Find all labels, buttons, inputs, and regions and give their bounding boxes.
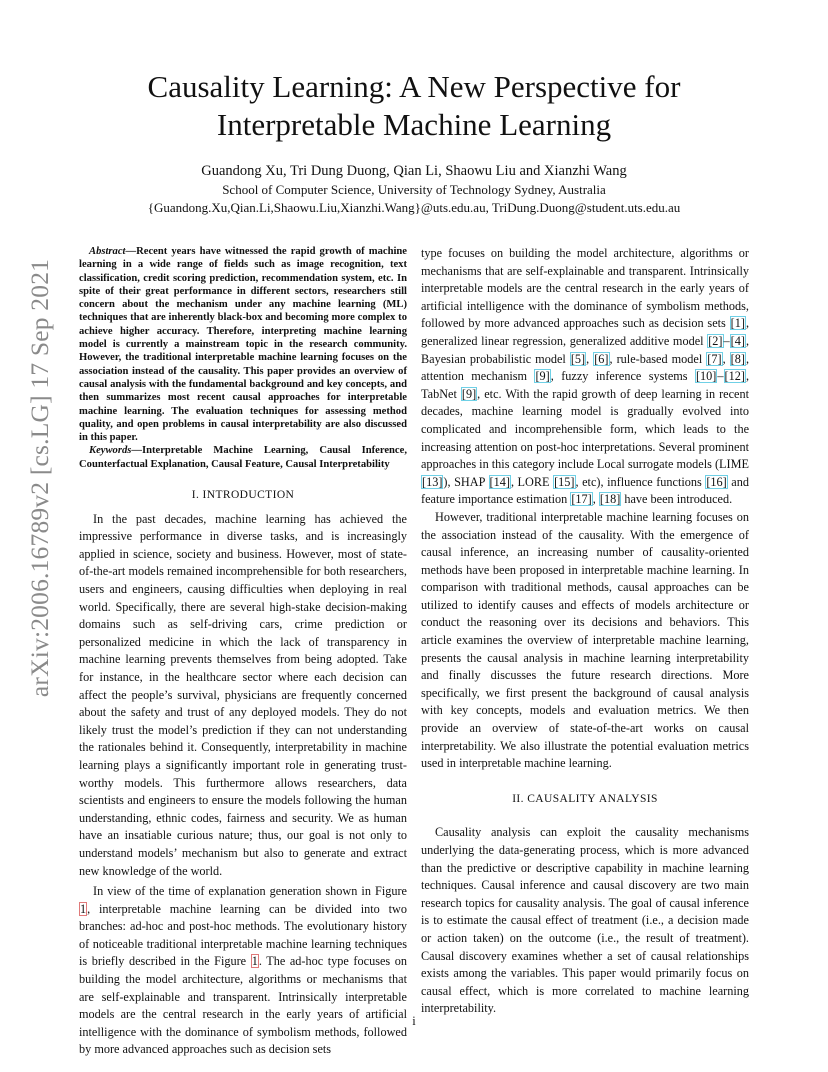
page-number: i [412, 1014, 416, 1028]
section-title-rest-2: NALYSIS [607, 792, 658, 805]
keywords-text: —Interpretable Machine Learning, Causal Inference, Counterfactual Explanation, Causal Feature, Causal Interpretability [79, 445, 407, 470]
paper-title-line-2: Interpretable Machine Learning [216, 107, 612, 142]
section-title-rest: AUSALITY [535, 792, 599, 805]
intro-paragraph-3: However, traditional interpretable machine learning focuses on the association instead of the causality. With the emergence of causal inference, an increasing number of causality-oriented methods have been proposed in interpretable machine learning. In comparison with traditional methods, causal approaches can be utilized to identify causes and effects of models architecture or conduct the reasoning over its decisions and behaviors. This article examines the overview of interpretable machine learning, presents the causal analysis in machine learning interpretability and finally discusses the future research directions. More specifically, we first present the background of causal analysis with key concepts, models and evaluation metrics. We then provide an overview of state-of-the-art works on causal interpretability. We also illustrate the potential evaluation metrics used in interpretable machine learning. [421, 509, 749, 771]
citation-link[interactable]: [16] [706, 474, 727, 489]
section-numeral: II. [512, 792, 524, 805]
paper-title [0, 68, 828, 144]
citation-link[interactable]: [10] [695, 369, 717, 384]
figure-link[interactable]: 1 [251, 954, 258, 969]
section-title-rest: NTRODUCTION [206, 489, 295, 502]
intro-paragraph-2-continued: type focuses on building the model architecture, algorithms or mechanisms that are self-explainable and transparent. Intrinsically interpretable models are the central research in the early years of artificial intelligence with the dominance of symbolism methods, followed by more advanced approaches such as decision sets [1], generalized linear regression, generalized additive model [2]–[4], Bayesian probabilistic model [5], [6], rule-based model [7], [8], attention mechanism [9], fuzzy inference systems [10]–[12], TabNet [9], etc. With the rapid growth of deep learning in recent decades, machine learning model is gradually evolved into complicated and incomprehensible form, which leads to the increasing attention on post-hoc interpretations. Several prominent approaches in this category include Local surrogate models (LIME [13]), SHAP [14], LORE [15], etc), influence functions [16] and feature importance estimation [17], [18] have been introduced. [421, 246, 750, 507]
intro-paragraph-1: In the past decades, machine learning has achieved the impressive performance in diverse tasks, and is increasingly applied in science, society and business. However, most of state-of-the-art models remained incomprehensible for both researchers, users and engineers, causing difficulties when deploying in real world. Specifically, there are several high-stake decision-making domains such as self-driving cars, crime prediction or personalized medicine in which the lack of transparency in machine learning prevents themselves from being adopted. Take for instance, in the healthcare sector where each decision can affect the people’s survival, physicians are frequently concerned about the safety and trust of any deployed models. They do not likely trust the model’s prediction if they can not understanding the rationales behind it. Consequently, interpretability in machine learning plays a significantly important role in generating trust-worthy models. This furthermore allows researchers, data scientists and engineers to ensure the models following the human understanding, ethnic codes, fairness and security. We as human have an insatiable curious nature; thus, our goal is not only to understand models’ mechanism but also to generate and extract new knowledge of the world. [79, 511, 407, 878]
abstract-text: —Recent years have witnessed the rapid growth of machine learning in a wide range of fields such as image recognition, text classification, credit scoring prediction, recommendation system, etc. In spite of their great performance in different sectors, researchers still concern about the mechanism under any machine learning (ML) techniques that are inherently black-box and becoming more complex to achieve higher accuracy. Therefore, interpreting machine learning model is currently a mainstream topic in the research community. However, the traditional interpretable machine learning focuses on the association instead of the causality. This paper provides an overview of causal analysis with the fundamental background and key concepts, and then summarizes most recent causal approaches for interpretable machine learning. The evaluation techniques for assessing method quality, and open problems in causal interpretability are also discussed in this paper. [79, 246, 407, 444]
section-numeral: I. [191, 489, 200, 502]
affiliation: School of Computer Science, University of Technology Sydney, Australia [222, 182, 606, 197]
citation-link[interactable]: [13] [422, 474, 443, 489]
right-column [421, 245, 749, 1018]
citation-link[interactable]: [18] [599, 492, 621, 507]
section-title-initial-2: A [598, 792, 608, 805]
citation-link[interactable]: [1] [730, 316, 745, 331]
figure-link[interactable]: 1 [80, 901, 87, 916]
keywords-label: Keywords [89, 445, 132, 457]
author-emails: {Guandong.Xu,Qian.Li,Shaowu.Liu,Xianzhi.Wang}@uts.edu.au, TriDung.Duong@student.uts.edu.au [147, 200, 681, 215]
section-heading-introduction [79, 487, 407, 505]
keywords [79, 444, 407, 471]
citation-link[interactable]: [8] [730, 351, 745, 366]
citation-link[interactable]: [2] [708, 333, 723, 348]
citation-link[interactable]: [17] [571, 492, 592, 507]
abstract [79, 245, 407, 444]
author-list: Guandong Xu, Tri Dung Duong, Qian Li, Shaowu Liu and Xianzhi Wang [201, 163, 627, 179]
citation-link[interactable]: [5] [570, 351, 586, 366]
section-title-initial: I [202, 489, 207, 502]
citation-link[interactable]: [4] [730, 333, 745, 348]
intro-paragraph-2: In view of the time of explanation generation shown in Figure 1, interpretable machine learning can be divided into two branches: ad-hoc and post-hoc methods. The evolutionary history of noticeable traditional interpretable machine learning techniques is briefly described in the Figure 1. The ad-hoc type focuses on building the model architecture, algorithms or mechanisms that are self-explainable and transparent. Intrinsically interpretable models are the central research in the early years of artificial intelligence with the dominance of symbolism methods, followed by more advanced approaches such as decision sets [79, 884, 407, 1057]
paper-title-line-1: Causality Learning: A New Perspective for [147, 69, 681, 104]
citation-link[interactable]: [9] [535, 369, 550, 384]
section-heading-causality-analysis [421, 791, 749, 809]
citation-link[interactable]: [6] [594, 351, 609, 366]
citation-link[interactable]: [15] [554, 474, 575, 489]
abstract-label: Abstract [89, 246, 126, 257]
arxiv-stamp [20, 258, 60, 697]
citation-link[interactable]: [14] [489, 474, 510, 489]
citation-link[interactable]: [9] [461, 386, 477, 401]
causality-paragraph-1: Causality analysis can exploit the causality mechanisms underlying the data-generating process, which is more advanced than the predictive or descriptive capability in machine learning techniques. Causal inference and causal discovery are two main research topics for causality analysis. The goal of causal inference is to estimate the causal effect of treatment (i.e., a decision made or action taken) on the outcome (i.e., the result of treatment). Causal discovery examines whether a set of causal relationships exists among the variables. This paper would primarily focus on causal effect, which is more correlated to machine learning interpretability. [421, 825, 749, 1016]
citation-link[interactable]: [12] [724, 369, 745, 384]
citation-link[interactable]: [7] [707, 351, 722, 366]
left-column [79, 245, 407, 1059]
arxiv-stamp-text: arXiv:2006.16789v2 [cs.LG] 17 Sep 2021 [25, 258, 54, 697]
section-title-initial: C [527, 792, 536, 805]
